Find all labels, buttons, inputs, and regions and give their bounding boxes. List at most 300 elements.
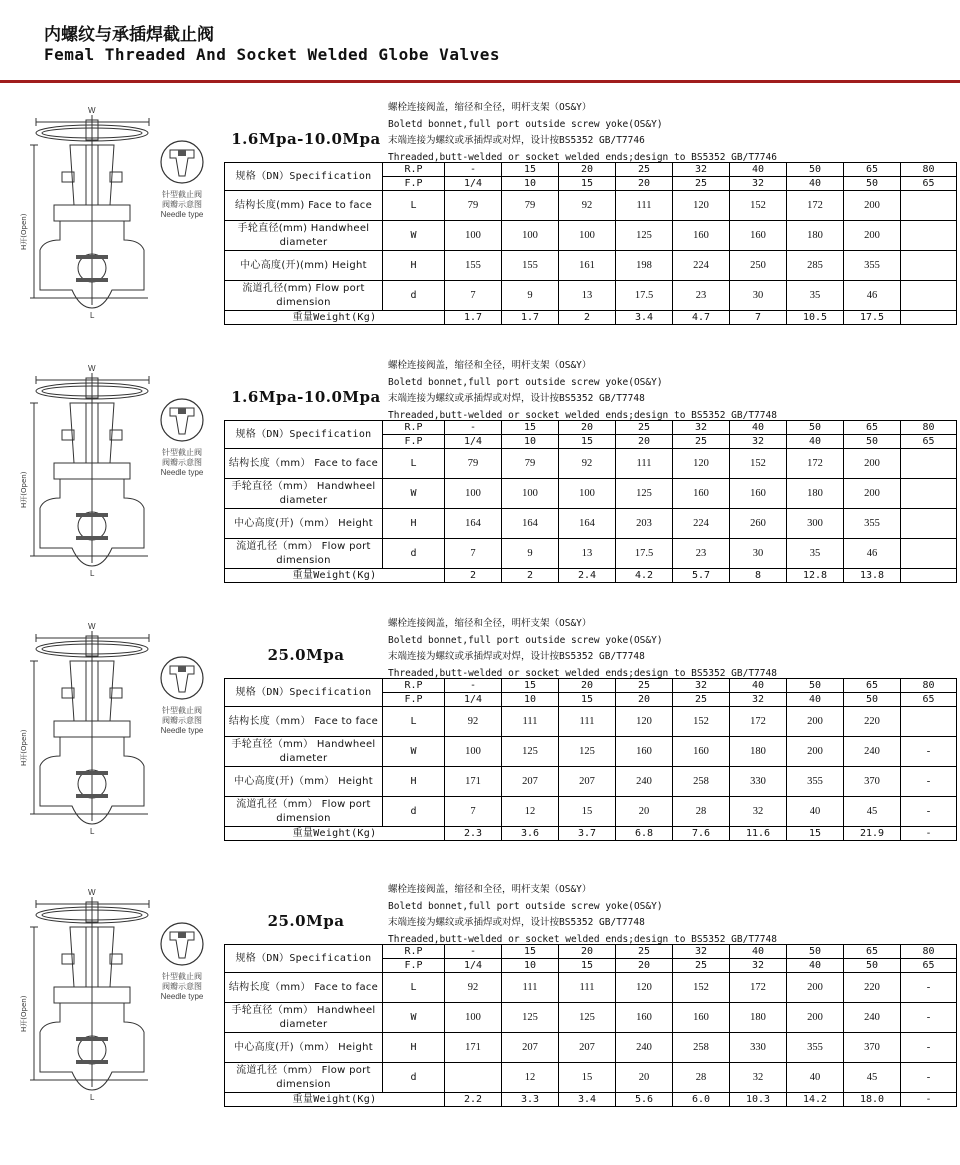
table-cell: 240 xyxy=(616,767,673,797)
table-row xyxy=(225,737,957,767)
rp-cell: 20 xyxy=(559,945,616,959)
table-cell: 285 xyxy=(787,251,844,281)
fp-cell: 25 xyxy=(673,435,730,449)
rp-cell: 65 xyxy=(844,679,901,693)
table-cell: 7 xyxy=(445,539,502,569)
needle-type-figure xyxy=(152,396,216,480)
spec-label: 规格（DN）Specification xyxy=(225,163,383,191)
row-symbol: d xyxy=(383,539,445,569)
table-cell: 100 xyxy=(445,221,502,251)
rp-cell: 80 xyxy=(901,945,957,959)
fp-cell: 32 xyxy=(730,959,787,973)
fp-cell: 20 xyxy=(616,693,673,707)
weight-cell: 10.5 xyxy=(787,311,844,325)
fp-label: F.P xyxy=(383,693,445,707)
row-symbol: d xyxy=(383,797,445,827)
table-row xyxy=(225,707,957,737)
fp-cell: 20 xyxy=(616,177,673,191)
table-cell: 160 xyxy=(673,479,730,509)
fp-cell: 32 xyxy=(730,435,787,449)
table-cell: 200 xyxy=(844,191,901,221)
table-cell xyxy=(901,707,957,737)
table-cell: 7 xyxy=(445,281,502,311)
fp-cell: 1/4 xyxy=(445,693,502,707)
table-cell: 120 xyxy=(616,707,673,737)
table-cell: 45 xyxy=(844,797,901,827)
weight-cell: 7 xyxy=(730,311,787,325)
row-label: 中心高度(开)（mm） Height xyxy=(225,767,383,797)
table-cell: 100 xyxy=(445,1003,502,1033)
fp-cell: 40 xyxy=(787,435,844,449)
table-cell: 355 xyxy=(844,509,901,539)
rp-cell: 25 xyxy=(616,421,673,435)
row-label: 流道孔径（mm） Flow port dimension xyxy=(225,1063,383,1093)
table-cell: 200 xyxy=(844,449,901,479)
weight-cell: 6.8 xyxy=(616,827,673,841)
row-label: 流道孔径(mm) Flow port dimension xyxy=(225,281,383,311)
table-cell: 160 xyxy=(616,1003,673,1033)
row-label: 手轮直径（mm） Handwheel diameter xyxy=(225,1003,383,1033)
fp-cell: 20 xyxy=(616,959,673,973)
weight-label: 重量Weight(Kg) xyxy=(225,569,445,583)
weight-label: 重量Weight(Kg) xyxy=(225,1093,445,1107)
table-cell xyxy=(901,509,957,539)
table-cell: 125 xyxy=(502,737,559,767)
table-cell: 300 xyxy=(787,509,844,539)
fp-cell: 15 xyxy=(559,959,616,973)
table-cell: 100 xyxy=(445,737,502,767)
fp-cell: 65 xyxy=(901,693,957,707)
rp-cell: 32 xyxy=(673,679,730,693)
table-cell xyxy=(901,221,957,251)
row-label: 结构长度(mm) Face to face xyxy=(225,191,383,221)
rp-cell: 50 xyxy=(787,679,844,693)
fp-cell: 40 xyxy=(787,177,844,191)
table-cell: - xyxy=(901,797,957,827)
table-cell: 35 xyxy=(787,539,844,569)
fp-cell: 1/4 xyxy=(445,435,502,449)
table-cell: 13 xyxy=(559,539,616,569)
table-cell: 28 xyxy=(673,797,730,827)
fp-cell: 65 xyxy=(901,435,957,449)
weight-cell: 18.0 xyxy=(844,1093,901,1107)
row-symbol: L xyxy=(383,449,445,479)
needle-disc-icon xyxy=(152,654,212,706)
table-cell: 180 xyxy=(730,1003,787,1033)
table-cell: 172 xyxy=(787,449,844,479)
table-cell xyxy=(901,281,957,311)
weight-cell: 5.6 xyxy=(616,1093,673,1107)
fp-cell: 15 xyxy=(559,177,616,191)
note-line: Boletd bonnet,full port outside screw yoke(OS&Y) xyxy=(388,900,663,912)
rp-cell: 80 xyxy=(901,163,957,177)
table-cell: 20 xyxy=(616,797,673,827)
table-row xyxy=(225,539,957,569)
valve-section xyxy=(0,616,960,866)
weight-row xyxy=(225,569,957,583)
weight-cell: 13.8 xyxy=(844,569,901,583)
rp-cell: 20 xyxy=(559,421,616,435)
needle-label-en: Needle type xyxy=(160,468,204,477)
row-label: 中心高度(开)（mm） Height xyxy=(225,509,383,539)
table-cell: 240 xyxy=(844,737,901,767)
needle-label-cn: 针型截止阀 阀瓣示意图 xyxy=(162,190,202,209)
table-row xyxy=(225,251,957,281)
drawing-w-label: W xyxy=(88,888,96,897)
table-cell: 79 xyxy=(502,191,559,221)
table-cell: 35 xyxy=(787,281,844,311)
weight-cell: 1.7 xyxy=(502,311,559,325)
table-cell: - xyxy=(901,1003,957,1033)
weight-cell: 2.2 xyxy=(445,1093,502,1107)
table-cell: 15 xyxy=(559,797,616,827)
row-label: 手轮直径(mm) Handwheel diameter xyxy=(225,221,383,251)
spec-table xyxy=(224,420,957,583)
rp-cell: 15 xyxy=(502,421,559,435)
table-cell: 171 xyxy=(445,1033,502,1063)
table-cell: 92 xyxy=(445,707,502,737)
fp-cell: 10 xyxy=(502,959,559,973)
rp-cell: 40 xyxy=(730,163,787,177)
table-cell: 13 xyxy=(559,281,616,311)
table-cell: 180 xyxy=(730,737,787,767)
table-cell: 125 xyxy=(616,479,673,509)
table-cell: 9 xyxy=(502,281,559,311)
row-symbol: W xyxy=(383,737,445,767)
weight-cell: 12.8 xyxy=(787,569,844,583)
table-cell: 120 xyxy=(616,973,673,1003)
row-symbol: H xyxy=(383,1033,445,1063)
row-label: 手轮直径（mm） Handwheel diameter xyxy=(225,479,383,509)
rp-cell: 50 xyxy=(787,945,844,959)
rp-cell: - xyxy=(445,163,502,177)
table-row xyxy=(225,767,957,797)
table-cell: 79 xyxy=(445,449,502,479)
table-cell: - xyxy=(901,973,957,1003)
row-label: 手轮直径（mm） Handwheel diameter xyxy=(225,737,383,767)
rp-cell: - xyxy=(445,421,502,435)
table-row xyxy=(225,1033,957,1063)
table-cell: 207 xyxy=(502,767,559,797)
row-symbol: W xyxy=(383,221,445,251)
pressure-rating: 1.6Mpa-10.0Mpa xyxy=(231,130,381,148)
table-cell: 125 xyxy=(559,737,616,767)
table-cell: 198 xyxy=(616,251,673,281)
table-cell: 224 xyxy=(673,251,730,281)
fp-label: F.P xyxy=(383,435,445,449)
weight-cell: 2 xyxy=(559,311,616,325)
needle-label-en: Needle type xyxy=(160,210,204,219)
weight-row xyxy=(225,311,957,325)
weight-cell: 5.7 xyxy=(673,569,730,583)
weight-cell: 15 xyxy=(787,827,844,841)
table-cell: 160 xyxy=(730,221,787,251)
weight-cell: 2.4 xyxy=(559,569,616,583)
table-row xyxy=(225,797,957,827)
weight-label: 重量Weight(Kg) xyxy=(225,827,445,841)
drawing-w-label: W xyxy=(88,364,96,373)
table-cell: 28 xyxy=(673,1063,730,1093)
table-cell: 200 xyxy=(844,479,901,509)
weight-row xyxy=(225,1093,957,1107)
table-cell: 120 xyxy=(673,191,730,221)
row-symbol: L xyxy=(383,191,445,221)
table-cell: 12 xyxy=(502,797,559,827)
rp-cell: 65 xyxy=(844,421,901,435)
table-cell: 12 xyxy=(502,1063,559,1093)
needle-disc-icon xyxy=(152,920,212,972)
row-symbol: L xyxy=(383,707,445,737)
spec-label: 规格（DN）Specification xyxy=(225,679,383,707)
design-notes xyxy=(388,616,948,682)
table-cell: 100 xyxy=(559,479,616,509)
table-row xyxy=(225,191,957,221)
note-line: 螺栓连接阀盖，缩径和全径，明杆支架（OS&Y） xyxy=(388,360,592,371)
fp-cell: 10 xyxy=(502,177,559,191)
table-cell: 92 xyxy=(559,191,616,221)
rp-cell: 80 xyxy=(901,679,957,693)
design-notes xyxy=(388,358,948,424)
table-cell: 92 xyxy=(559,449,616,479)
row-label: 流道孔径（mm） Flow port dimension xyxy=(225,797,383,827)
table-cell: 330 xyxy=(730,767,787,797)
table-cell: 220 xyxy=(844,707,901,737)
rp-cell: 15 xyxy=(502,945,559,959)
weight-cell: 3.4 xyxy=(559,1093,616,1107)
table-cell: 172 xyxy=(730,973,787,1003)
weight-cell: 11.6 xyxy=(730,827,787,841)
table-cell: 100 xyxy=(502,221,559,251)
weight-cell: 10.3 xyxy=(730,1093,787,1107)
note-line: 末端连接为螺纹或承插焊或对焊，设计按BS5352 GB/T7748 xyxy=(388,917,645,928)
table-cell: 9 xyxy=(502,539,559,569)
drawing-h-label: H开(Open) xyxy=(20,471,28,508)
weight-cell: 2.3 xyxy=(445,827,502,841)
table-cell: 20 xyxy=(616,1063,673,1093)
table-cell xyxy=(901,251,957,281)
fp-cell: 10 xyxy=(502,435,559,449)
rp-label: R.P xyxy=(383,163,445,177)
row-label: 流道孔径（mm） Flow port dimension xyxy=(225,539,383,569)
table-cell: 355 xyxy=(787,1033,844,1063)
table-cell: 200 xyxy=(787,973,844,1003)
needle-type-figure xyxy=(152,138,216,222)
table-cell: 207 xyxy=(559,1033,616,1063)
rp-cell: - xyxy=(445,679,502,693)
page-title-en: Femal Threaded And Socket Welded Globe Valves xyxy=(44,45,500,64)
note-line: Threaded,butt-welded or socket welded ends;design to BS5352 GB/T7748 xyxy=(388,667,777,679)
spec-label: 规格（DN）Specification xyxy=(225,421,383,449)
table-cell: 32 xyxy=(730,1063,787,1093)
row-label: 结构长度（mm） Face to face xyxy=(225,973,383,1003)
rp-cell: 25 xyxy=(616,679,673,693)
table-cell: 370 xyxy=(844,767,901,797)
table-cell: 7 xyxy=(445,797,502,827)
spec-label: 规格（DN）Specification xyxy=(225,945,383,973)
needle-label-cn: 针型截止阀 阀瓣示意图 xyxy=(162,972,202,991)
fp-cell: 25 xyxy=(673,177,730,191)
needle-type-figure xyxy=(152,920,216,1004)
table-cell: 200 xyxy=(787,737,844,767)
drawing-l-label: L xyxy=(90,311,95,320)
rp-label: R.P xyxy=(383,679,445,693)
weight-cell: 7.6 xyxy=(673,827,730,841)
table-cell: 160 xyxy=(730,479,787,509)
rp-label: R.P xyxy=(383,421,445,435)
rp-cell: 65 xyxy=(844,163,901,177)
rp-cell: 32 xyxy=(673,945,730,959)
table-cell: 92 xyxy=(445,973,502,1003)
fp-cell: 25 xyxy=(673,959,730,973)
table-cell: 370 xyxy=(844,1033,901,1063)
table-cell: 111 xyxy=(616,449,673,479)
rp-cell: - xyxy=(445,945,502,959)
weight-cell: 14.2 xyxy=(787,1093,844,1107)
fp-cell: 50 xyxy=(844,435,901,449)
weight-cell: 3.6 xyxy=(502,827,559,841)
rp-cell: 80 xyxy=(901,421,957,435)
table-cell: 152 xyxy=(673,707,730,737)
drawing-w-label: W xyxy=(88,106,96,115)
weight-cell: 3.7 xyxy=(559,827,616,841)
valve-section xyxy=(0,882,960,1132)
rp-cell: 25 xyxy=(616,945,673,959)
table-cell: 100 xyxy=(559,221,616,251)
weight-cell: 4.7 xyxy=(673,311,730,325)
note-line: Threaded,butt-welded or socket welded ends;design to BS5352 GB/T7748 xyxy=(388,933,777,945)
table-cell: 120 xyxy=(673,449,730,479)
fp-label: F.P xyxy=(383,959,445,973)
row-symbol: d xyxy=(383,1063,445,1093)
drawing-w-label: W xyxy=(88,622,96,631)
needle-disc-icon xyxy=(152,138,212,190)
weight-cell: 2 xyxy=(502,569,559,583)
table-cell: - xyxy=(901,1063,957,1093)
table-cell: 240 xyxy=(616,1033,673,1063)
table-row xyxy=(225,1063,957,1093)
weight-cell: 2 xyxy=(445,569,502,583)
rp-row xyxy=(225,421,957,435)
fp-cell: 50 xyxy=(844,959,901,973)
fp-cell: 10 xyxy=(502,693,559,707)
rp-cell: 50 xyxy=(787,421,844,435)
table-cell: 30 xyxy=(730,281,787,311)
table-cell: 200 xyxy=(787,707,844,737)
rp-row xyxy=(225,679,957,693)
table-cell xyxy=(901,539,957,569)
weight-cell: - xyxy=(901,827,957,841)
weight-cell: 3.3 xyxy=(502,1093,559,1107)
table-row xyxy=(225,973,957,1003)
fp-cell: 50 xyxy=(844,177,901,191)
weight-row xyxy=(225,827,957,841)
weight-cell: - xyxy=(901,1093,957,1107)
table-cell: 180 xyxy=(787,479,844,509)
table-cell: 203 xyxy=(616,509,673,539)
table-cell: 220 xyxy=(844,973,901,1003)
table-cell xyxy=(901,479,957,509)
table-cell: - xyxy=(901,737,957,767)
needle-disc-icon xyxy=(152,396,212,448)
needle-label-cn: 针型截止阀 阀瓣示意图 xyxy=(162,448,202,467)
note-line: Boletd bonnet,full port outside screw yoke(OS&Y) xyxy=(388,118,663,130)
rp-cell: 32 xyxy=(673,421,730,435)
table-cell: - xyxy=(901,1033,957,1063)
note-line: 螺栓连接阀盖，缩径和全径，明杆支架（OS&Y） xyxy=(388,618,592,629)
rp-row xyxy=(225,163,957,177)
table-cell: 160 xyxy=(673,221,730,251)
note-line: 末端连接为螺纹或承插焊或对焊，设计按BS5352 GB/T7748 xyxy=(388,393,645,404)
header-divider xyxy=(0,80,960,83)
table-cell: 164 xyxy=(502,509,559,539)
table-cell: 125 xyxy=(502,1003,559,1033)
row-label: 中心高度(开)（mm） Height xyxy=(225,1033,383,1063)
design-notes xyxy=(388,100,948,166)
note-line: Boletd bonnet,full port outside screw yoke(OS&Y) xyxy=(388,634,663,646)
table-cell: 17.5 xyxy=(616,281,673,311)
table-cell: 111 xyxy=(616,191,673,221)
needle-label-en: Needle type xyxy=(160,726,204,735)
fp-label: F.P xyxy=(383,177,445,191)
table-cell: 15 xyxy=(559,1063,616,1093)
fp-cell: 32 xyxy=(730,693,787,707)
table-cell: 171 xyxy=(445,767,502,797)
valve-section xyxy=(0,100,960,350)
note-line: 末端连接为螺纹或承插焊或对焊，设计按BS5352 GB/T7746 xyxy=(388,135,645,146)
weight-cell: 6.0 xyxy=(673,1093,730,1107)
table-cell: 180 xyxy=(787,221,844,251)
note-line: Threaded,butt-welded or socket welded ends;design to BS5352 GB/T7748 xyxy=(388,409,777,421)
weight-label: 重量Weight(Kg) xyxy=(225,311,445,325)
page-title-cn: 内螺纹与承插焊截止阀 xyxy=(44,25,214,45)
row-symbol: d xyxy=(383,281,445,311)
table-cell: 224 xyxy=(673,509,730,539)
table-row xyxy=(225,479,957,509)
fp-cell: 15 xyxy=(559,693,616,707)
table-cell: 250 xyxy=(730,251,787,281)
table-cell: 23 xyxy=(673,539,730,569)
table-cell: 79 xyxy=(445,191,502,221)
table-cell: 172 xyxy=(787,191,844,221)
table-cell: 32 xyxy=(730,797,787,827)
spec-table xyxy=(224,944,957,1107)
table-cell: 152 xyxy=(730,191,787,221)
fp-cell: 32 xyxy=(730,177,787,191)
note-line: Threaded,butt-welded or socket welded ends;design to BS5352 GB/T7746 xyxy=(388,151,777,163)
table-cell: 152 xyxy=(730,449,787,479)
row-symbol: H xyxy=(383,509,445,539)
rp-row xyxy=(225,945,957,959)
table-cell: 125 xyxy=(616,221,673,251)
table-cell: 330 xyxy=(730,1033,787,1063)
valve-section xyxy=(0,358,960,608)
table-cell xyxy=(445,1063,502,1093)
table-cell: 164 xyxy=(559,509,616,539)
table-cell: 30 xyxy=(730,539,787,569)
table-cell: 172 xyxy=(730,707,787,737)
weight-cell xyxy=(901,311,957,325)
table-cell: 258 xyxy=(673,1033,730,1063)
table-cell: 164 xyxy=(445,509,502,539)
table-cell: 207 xyxy=(559,767,616,797)
table-cell: 100 xyxy=(445,479,502,509)
weight-cell: 8 xyxy=(730,569,787,583)
table-cell: 155 xyxy=(502,251,559,281)
table-cell xyxy=(901,449,957,479)
table-cell: 260 xyxy=(730,509,787,539)
spec-table xyxy=(224,678,957,841)
weight-cell: 17.5 xyxy=(844,311,901,325)
